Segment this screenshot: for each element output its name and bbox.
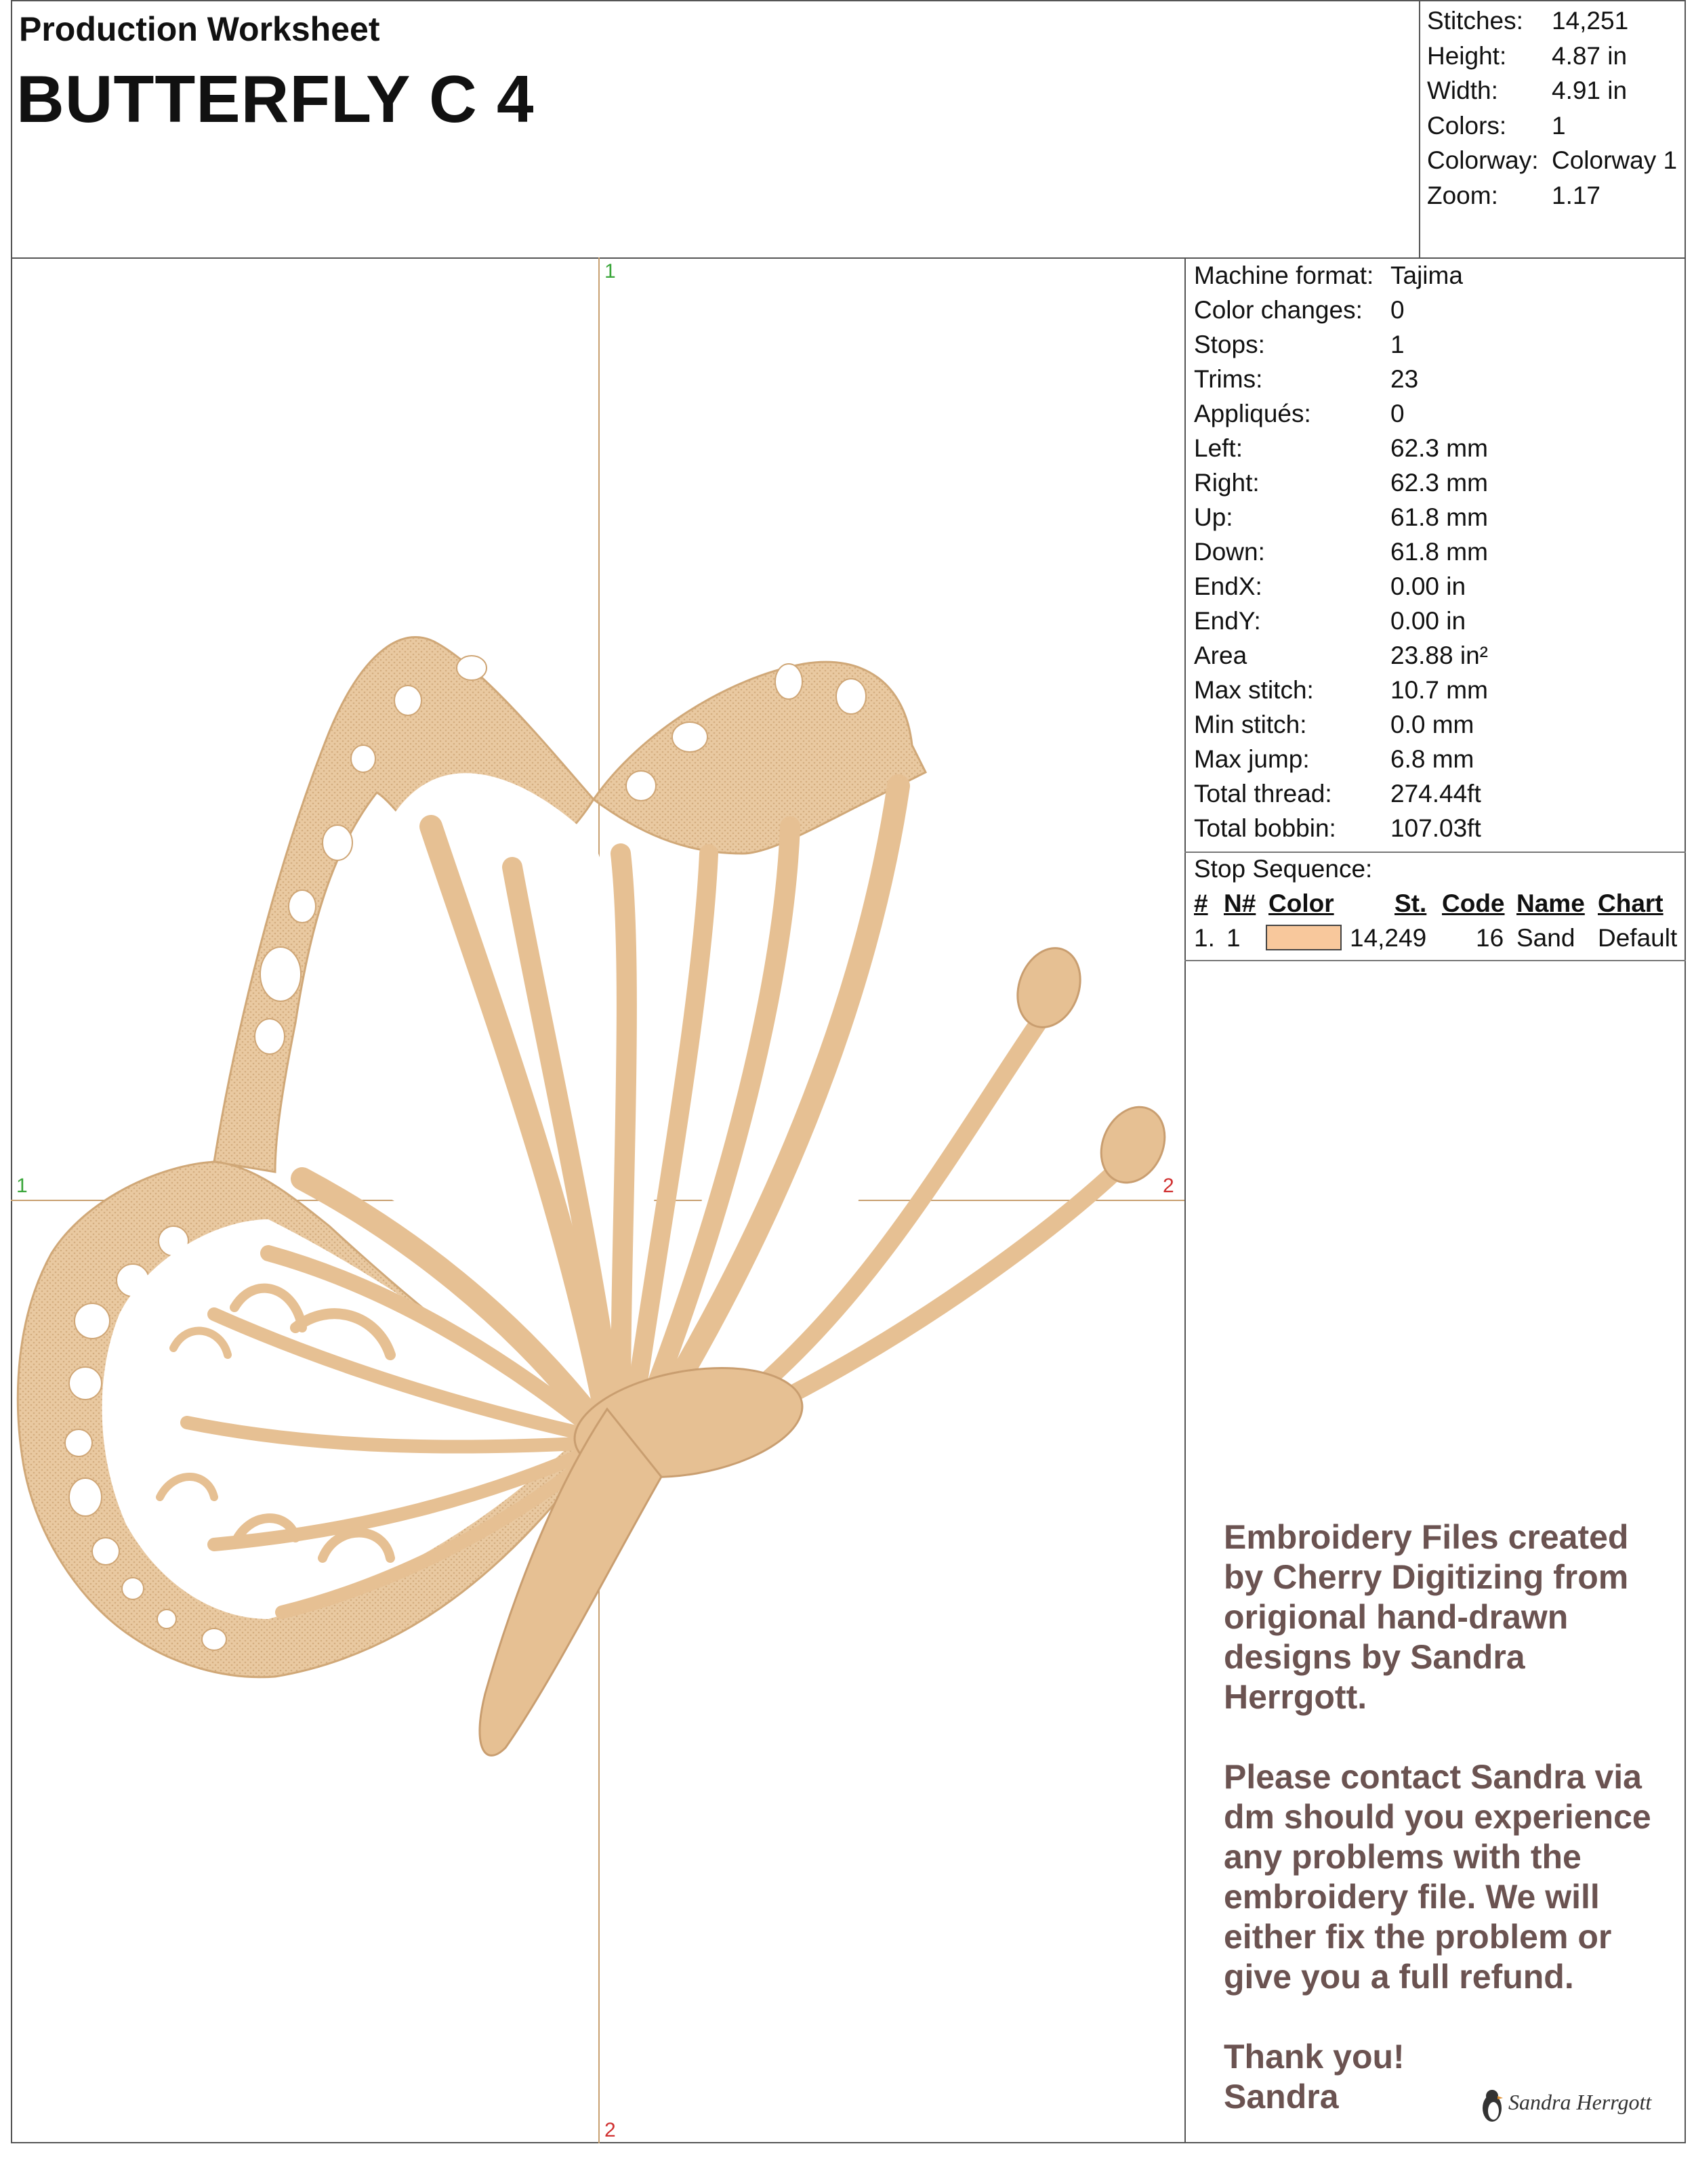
info-value: 0 [1390,296,1405,324]
info-label: Total bobbin: [1194,814,1336,842]
stat-value: 4.87 in [1552,42,1628,70]
row-code: 16 [1476,924,1504,952]
stat-label: Height: [1427,42,1507,70]
stat-value: Colorway 1 [1552,146,1678,174]
info-label: Color changes: [1194,296,1363,324]
row-chart: Default [1598,924,1678,952]
notes [1224,1517,1671,2117]
row-num: 1. [1194,924,1215,952]
info-value: 61.8 mm [1390,538,1488,566]
notes-contact: Please contact Sandra via dm should you experience any problems with the embroidery file. We will either fix the problem or give you a full refund. [1224,1758,1651,1996]
col-header-code: Code [1442,889,1505,917]
info-label: Max stitch: [1194,676,1314,704]
row-name: Sand [1516,924,1575,952]
info-value: 0 [1390,400,1405,427]
info-value: 1 [1390,331,1405,358]
info-value: 0.0 mm [1390,711,1474,738]
info-value: 23.88 in² [1390,642,1488,669]
butterfly-design [18,637,1176,1755]
info-row [1194,538,1488,566]
col-header-num: # [1194,889,1208,917]
axis-label-bottom: 2 [604,2119,616,2141]
antenna-tip-upper [1007,940,1091,1036]
info-value: 62.3 mm [1390,434,1488,462]
info-row [1194,642,1488,670]
page-title: Production Worksheet [19,10,380,48]
col-header-chart: Chart [1598,889,1664,917]
info-row [1194,780,1481,808]
design-preview [11,257,1186,2143]
info-label: Max jump: [1194,745,1310,773]
notes-signoff: Sandra [1224,2078,1339,2116]
info-value: Tajima [1390,261,1463,289]
stop-sequence-bottom-divider [1184,960,1686,961]
penguin-icon [1483,2090,1503,2122]
info-value: 274.44ft [1390,780,1481,807]
stat-label: Zoom: [1427,182,1498,209]
stat-label: Colorway: [1427,146,1539,174]
info-row [1194,261,1463,290]
info-label: Machine format: [1194,261,1374,289]
info-label: Up: [1194,503,1233,531]
info-value: 0.00 in [1390,572,1466,600]
info-label: Right: [1194,469,1260,497]
row-n: 1 [1226,924,1241,952]
info-row [1194,331,1405,359]
signature-logo [1477,2080,1667,2127]
info-row [1194,711,1474,739]
col-header-st: St. [1395,889,1427,917]
notes-credit: Embroidery Files created by Cherry Digitizing from origional hand-drawn designs by Sandra Herrgott. [1224,1518,1629,1716]
col-header-name: Name [1516,889,1585,917]
info-row [1194,607,1466,635]
info-label: EndX: [1194,572,1262,600]
info-value: 23 [1390,365,1419,393]
stat-label: Stitches: [1427,7,1523,35]
info-row [1194,745,1474,774]
stat-value: 4.91 in [1552,77,1628,104]
info-row [1194,572,1466,601]
info-row [1194,503,1488,532]
info-row [1194,676,1488,705]
info-row [1194,469,1488,497]
info-label: Stops: [1194,331,1265,358]
header-divider [1419,1,1420,259]
info-label: Appliqués: [1194,400,1311,427]
stat-value: 1 [1552,112,1566,140]
axis-label-top: 1 [604,260,616,282]
design-name: BUTTERFLY C 4 [16,62,535,136]
info-label: Down: [1194,538,1265,566]
notes-thanks: Thank you! [1224,2038,1405,2076]
signature-text: Sandra Herrgott [1508,2090,1652,2114]
info-value: 61.8 mm [1390,503,1488,531]
info-value: 107.03ft [1390,814,1481,842]
info-label: Left: [1194,434,1243,462]
info-row [1194,814,1481,843]
axis-label-left: 1 [16,1175,28,1197]
info-row [1194,400,1405,428]
axis-label-right: 2 [1163,1175,1174,1197]
info-label: Min stitch: [1194,711,1307,738]
info-row [1194,365,1419,394]
stop-sequence-title: Stop Sequence: [1194,855,1373,883]
stat-label: Width: [1427,77,1498,104]
stop-sequence-divider [1184,852,1686,853]
info-label: Area [1194,642,1247,669]
info-label: Trims: [1194,365,1263,393]
info-row [1194,296,1405,324]
info-label: EndY: [1194,607,1261,635]
stat-value: 14,251 [1552,7,1629,35]
col-header-n: N# [1224,889,1256,917]
row-st: 14,249 [1350,924,1427,952]
info-value: 6.8 mm [1390,745,1474,773]
info-value: 10.7 mm [1390,676,1488,704]
info-label: Total thread: [1194,780,1332,807]
col-header-color: Color [1268,889,1334,917]
info-value: 0.00 in [1390,607,1466,635]
stat-value: 1.17 [1552,182,1601,209]
info-value: 62.3 mm [1390,469,1488,497]
info-row [1194,434,1488,463]
stat-label: Colors: [1427,112,1507,140]
color-swatch [1266,925,1342,950]
